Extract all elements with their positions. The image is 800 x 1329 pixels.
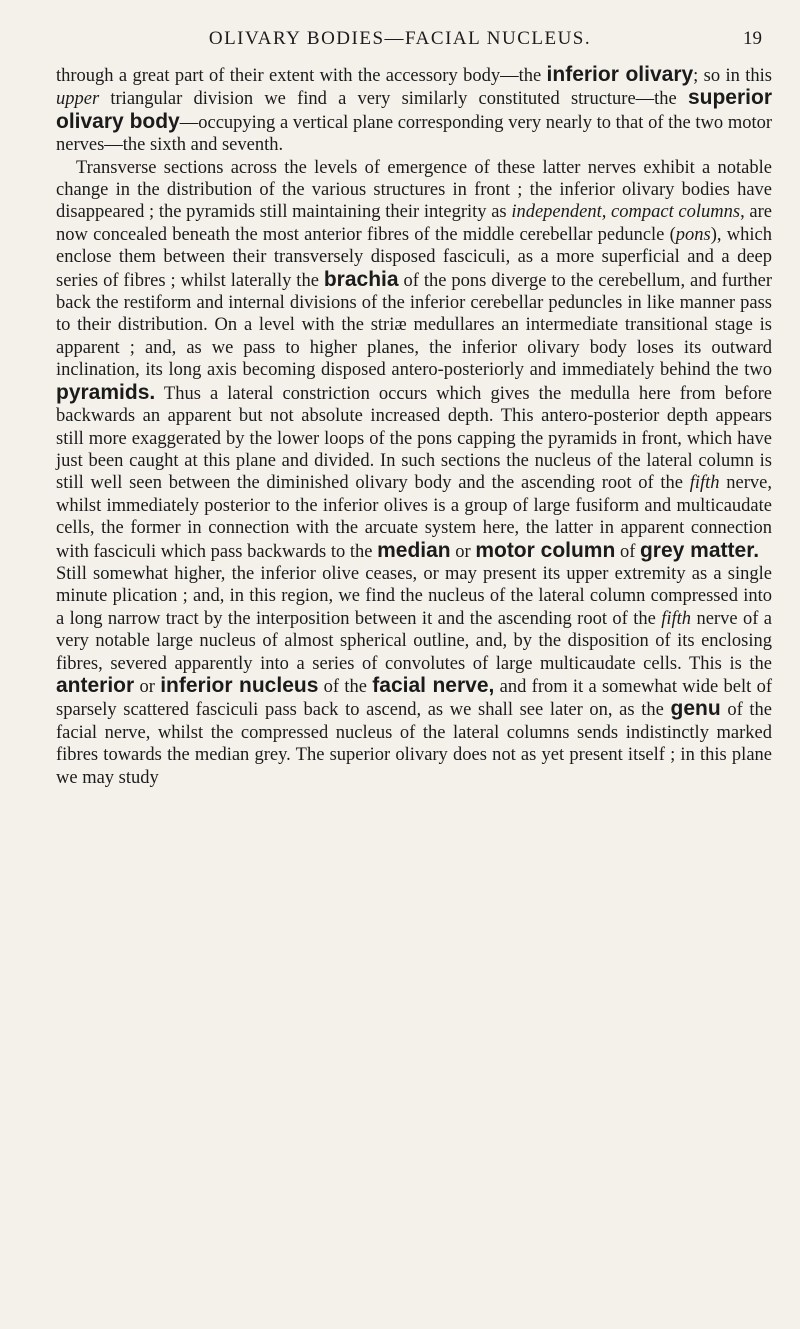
bold-term: motor column	[475, 538, 616, 562]
text-run: of the pons diverge to the cerebellum, and further back the restiform and internal divisions of the inferior cerebellar peduncles in like manner pass to their distribution. On a level with the striæ medullares an intermediate transitional stage is apparent ; and, as we pass to higher planes, the inferior olivary body loses its outward inclination, its long axis becoming disposed antero-posteriorly and immediately behind the two	[56, 270, 773, 381]
page-number: 19	[743, 28, 762, 49]
text-run: and from it a somewhat wide belt of sparsely scattered fasciculi pass back to ascend, as we shall see later on, as the	[56, 676, 772, 721]
text-run: of the	[318, 676, 373, 697]
text-run: nerve, whilst immediately posterior to the inferior olives is a group of large fusiform and multicaudate cells, the former in connection with the arcuate system here, the latter in apparent connection with fasciculi which pass backwards to the	[56, 473, 772, 562]
bold-term: brachia	[323, 267, 399, 291]
text-run: or	[450, 541, 476, 562]
bold-term: inferior olivary	[546, 63, 694, 86]
bold-term: facial nerve,	[372, 673, 495, 697]
italic-term: upper	[56, 89, 100, 110]
text-run: ), which enclose them between their transversely disposed fasciculi, as a more superficial and a deep series of fibres ; whilst laterally the	[56, 224, 772, 291]
italic-term: pons	[675, 224, 711, 245]
bold-term: median	[377, 538, 451, 562]
paragraph-3	[56, 563, 772, 789]
paragraph-1	[56, 64, 772, 157]
text-run: or	[134, 676, 161, 697]
text-run: through a great part of their extent with the accessory body—the	[56, 66, 547, 86]
italic-term: fifth	[689, 473, 720, 494]
bold-term: genu	[670, 697, 721, 721]
text-run: Thus a lateral constriction occurs which gives the medulla here from before backwards an apparent but not absolute increased depth. This antero-posterior depth appears still more exaggerated by the lower loops of the pons capping the pyramids in front, which have just been caught at this plane and divided. In such sections the nucleus of the lateral column is still well seen between the diminished olivary body and the ascending root of the	[56, 383, 772, 494]
text-run: ; so in this	[693, 66, 772, 86]
bold-term: pyramids.	[56, 380, 156, 404]
bold-term: anterior	[56, 673, 135, 697]
page-header	[0, 28, 800, 58]
bold-term: grey matter.	[639, 538, 760, 562]
italic-term: independent, compact columns	[511, 202, 741, 223]
running-head: OLIVARY BODIES—FACIAL NUCLEUS.	[208, 28, 592, 49]
text-run: , are now concealed beneath the most anterior fibres of the middle cerebellar peduncle (	[56, 202, 772, 245]
text-run: nerve of a very notable large nucleus of almost spherical outline, and, by the disposition of its enclosing fibres, severed apparently into a series of convolutes of large multicaudate cells. This is the	[56, 608, 772, 674]
text-run: Transverse sections across the levels of emergence of these latter nerves exhibit a notable change in the distribution of the various structures in front ; the inferior olivary bodies have disappeared ; the pyramids still maintaining their integrity as	[56, 157, 772, 223]
bold-term: superior olivary body	[56, 86, 772, 133]
italic-term: fifth	[661, 608, 692, 629]
bold-term: inferior nucleus	[160, 673, 319, 697]
text-run: triangular division we find a very similarly constituted structure—the	[99, 89, 688, 110]
paragraph-2	[56, 157, 772, 563]
text-run: of	[615, 541, 640, 562]
text-run: Still somewhat higher, the inferior olive ceases, or may present its upper extremity as a single minute plication ; and, in this region, we find the nucleus of the lateral column compressed into a long narrow tract by the interposition between it and the ascending root of the	[56, 563, 772, 629]
body-text	[56, 64, 772, 789]
text-run: of the facial nerve, whilst the compressed nucleus of the lateral columns sends indistinctly marked fibres towards the median grey. The superior olivary does not as yet present itself ; in this plane we may study	[56, 700, 772, 788]
text-run: —occupying a vertical plane corresponding very nearly to that of the two motor nerves—the sixth and seventh.	[56, 112, 773, 156]
